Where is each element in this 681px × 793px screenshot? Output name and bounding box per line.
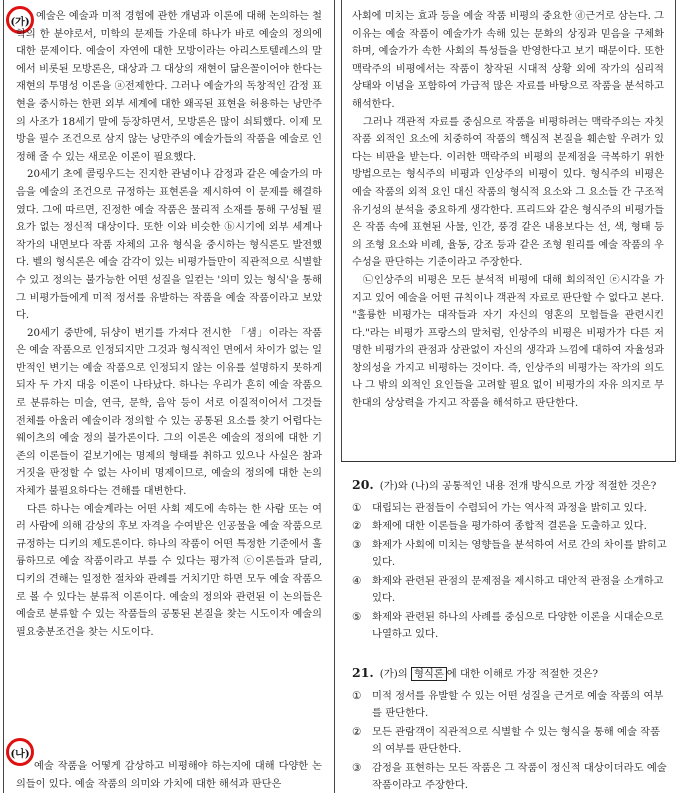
option[interactable] (352, 760, 670, 793)
option-text: 화제와 관련된 관점의 문제점을 제시하고 대안적 관점을 소개하고 있다. (372, 574, 664, 604)
passage-a-paragraph: 예술은 예술과 미적 경험에 관한 개념과 이론에 대해 논의하는 철학의 한 분야로서, 미학의 문제들 가운데 하나가 바로 예술의 정의에 대한 문제이다. 예술이 자연에 대한 모방이라는 아리스토텔레스의 말에서 비롯된 모방론은, 대상과 그 대상의 재현이 닮은꼴이어야 한다는 재현의 투명성 이론을 ⓐ전제한다. 그러나 예술가의 독창적인 감정 표현을 중시하는 한편 외부 세계에 대한 왜곡된 표현을 허용하는 낭만주의 사조가 18세기 말에 등장하면서, 모방론은 많이 쇠퇴했다. 이제 모방을 필수 조건으로 삼지 않는 낭만주의 예술가들의 작품을 예술로 인정해 줄 수 있는 새로운 이론이 필요했다. (16, 11, 322, 163)
boxed-term: 형식론 (411, 667, 447, 681)
option-mark: ① (352, 501, 362, 514)
left-column-right-border (334, 0, 335, 793)
question-21-stem (352, 664, 670, 684)
question-text-post: 에 대한 이해로 가장 적절한 것은? (446, 668, 598, 680)
question-number: 20. (352, 477, 374, 492)
passage-a-paragraph: 20세기 중반에, 뒤샹이 변기를 가져다 전시한 「샘」이라는 작품은 예술 작품으로 인정되지만 그것과 형식적인 면에서 차이가 없는 일반적인 변기는 예술 작품으로 인정되지 않는 이유를 설명하지 못하게 되자 두 가지 대응 이론이 나타났다. 하나는 우리가 흔히 예술 작품으로 분류하는 미술, 연극, 문학, 음악 등이 서로 이질적이어서 그것들 전체를 아울러 예술이라 정의할 수 있는 공통된 요소를 찾기 어렵다는 웨이츠의 예술 정의 불가론이다. 그의 이론은 예술의 정의에 대한 기존의 이론들이 겉보기에는 명제의 형태를 취하고 있으나 사실은 참과 거짓을 판정할 수 없는 사이비 명제이므로, 예술의 정의에 대한 논의 자체가 불필요하다는 견해를 대변한다. (16, 327, 322, 498)
passage-a-marker: (가) (6, 6, 34, 34)
option-text: 대립되는 관점들이 수렴되어 가는 역사적 과정을 밝히고 있다. (372, 501, 647, 514)
option-text: 화제가 사회에 미치는 영향들을 분석하여 서로 간의 차이를 밝히고 있다. (372, 538, 667, 568)
right-column-left-border (341, 0, 342, 462)
passage-a-paragraph: 20세기 초에 콜링우드는 진지한 관념이나 감정과 같은 예술가의 마음을 예술의 조건으로 규정하는 표현론을 제시하여 이 문제를 해결하였다. 그에 따르면, 진정한 예술 작품은 물리적 소재를 통해 구성될 필요가 없는 정신적 대상이다. 또한 이와 비슷한 ⓑ시기에 외부 세계나 작가의 내면보다 작품 자체의 고유 형식을 중시하는 형식론도 발전했다. 벨의 형식론은 예술 감각이 있는 비평가들만이 직관적으로 식별할 수 있고 정의는 불가능한 어떤 성질을 일컫는 '의미 있는 형식'을 통해 그 비평가들에게 미적 정서를 유발하는 작품을 예술 작품이라고 보았다. (16, 169, 322, 322)
option[interactable] (352, 688, 670, 723)
passage-b-paragraph: 예술 작품을 어떻게 감상하고 비평해야 하는지에 대해 다양한 논의들이 있다. 예술 작품의 의미와 가치에 대한 해석과 판단은 (16, 761, 322, 790)
question-number: 21. (352, 665, 374, 680)
question-text: (가)와 (나)의 공통적인 내용 전개 방식으로 가장 적절한 것은? (379, 480, 657, 492)
option-mark: ① (352, 689, 362, 702)
passage-b-paragraph: ㉡인상주의 비평은 모든 분석적 비평에 대해 회의적인 ⓔ시각을 가지고 있어 예술을 어떤 규칙이나 객관적 자료로 판단할 수 없다고 본다. "훌륭한 비평가는 대작들과 자기 자신의 영혼의 모험들을 관련시킨다."라는 비평가 프랑스의 말처럼, 인상주의 비평은 비평가가 다른 저명한 비평가의 관점과 상관없이 자신의 생각과 느낌에 대하여 자율성과 창의성을 가지고 비평하는 것이다. 즉, 인상주의 비평가는 작가의 의도나 그 밖의 외적인 요인들을 고려할 필요 없이 비평가의 자유 의지로 무한대의 상상력을 가지고 작품을 해석하고 판단한다. (352, 274, 664, 410)
question-20-options (352, 500, 670, 644)
option[interactable] (352, 724, 670, 759)
option-mark: ③ (352, 538, 362, 551)
option[interactable] (352, 518, 670, 536)
option[interactable] (352, 573, 670, 608)
passage-a-paragraph: 다른 하나는 예술계라는 어떤 사회 제도에 속하는 한 사람 또는 여러 사람에 의해 감상의 후보 자격을 수여받은 인공물을 예술 작품으로 규정하는 디키의 제도론이다. 하나의 작품이 어떤 특정한 기준에서 훌륭하므로 예술 작품이라고 부를 수 있다는 평가적 ⓒ이론들과 달리, 디키의 견해는 일정한 절차와 관례를 거치기만 하면 모두 예술 작품으로 볼 수 있다는 분류적 이론이다. 예술의 정의와 관련된 이 논의들은 예술로 분류할 수 있는 작품들의 공통된 본질을 찾는 시도이자 예술의 필요충분조건을 찾는 시도이다. (16, 503, 322, 638)
option-text: 모든 관람객이 직관적으로 식별할 수 있는 형식을 통해 예술 작품의 여부를 판단한다. (372, 725, 661, 755)
passage-b-paragraph: 사회에 미치는 효과 등을 예술 작품 비평의 중요한 ⓓ근거로 삼는다. 그 이유는 예술 작품이 예술가가 속해 있는 문화의 상징과 믿음을 구체화하며, 예술가가 속한 사회의 특성들을 반영한다고 보기 때문이다. 또한 맥락주의 비평에서는 작품이 창작된 시대적 상황 외에 작가의 심리적 상태와 이념을 포함하여 가급적 많은 자료를 바탕으로 작품을 분석하고 해석한다. (352, 11, 664, 110)
option-text: 화제와 관련된 하나의 사례를 중심으로 다양한 이론을 시대순으로 나열하고 있다. (372, 610, 664, 640)
option-mark: ② (352, 725, 362, 738)
option-mark: ⑤ (352, 610, 362, 623)
option[interactable] (352, 609, 670, 644)
right-column-right-border (675, 0, 676, 462)
question-21 (352, 664, 670, 792)
passage-b-continued (352, 8, 664, 458)
option-mark: ④ (352, 574, 362, 587)
question-20 (352, 476, 670, 645)
passage-a (16, 8, 322, 726)
passage-bottom-rule (341, 461, 676, 462)
passage-b-paragraph: 그러나 객관적 자료를 중심으로 작품을 비평하려는 맥락주의는 자칫 작품 외적인 요소에 치중하여 작품의 핵심적 본질을 훼손할 우려가 있다는 비판을 받는다. 이러한 맥락주의 비평의 문제점을 극복하기 위한 방법으로는 형식주의 비평과 인상주의 비평이 있다. 형식주의 비평은 예술 작품의 외적 요인 대신 작품의 형식적 요소와 그 요소들 간 구조적 유기성의 분석을 중요하게 생각한다. 프리드와 같은 형식주의 비평가들은 작품 속에 표현된 사물, 인간, 풍경 같은 내용보다는 선, 색, 형태 등의 조형 요소와 비례, 율동, 강조 등과 같은 조형 원리를 예술 작품의 우수성을 판단하는 기준이라고 주장한다. (352, 116, 664, 269)
option[interactable] (352, 500, 670, 518)
option-mark: ③ (352, 761, 362, 774)
left-border (3, 0, 4, 793)
option-text: 화제에 대한 이론들을 평가하여 종합적 결론을 도출하고 있다. (372, 520, 647, 532)
option-mark: ② (352, 520, 362, 532)
option-text: 감정을 표현하는 모든 작품은 그 작품이 정신적 대상이더라도 예술 작품이라고 주장한다. (372, 761, 667, 791)
passage-b-marker: (나) (6, 738, 34, 766)
question-20-stem (352, 476, 670, 496)
question-text-pre: (가)의 (379, 668, 411, 680)
option[interactable] (352, 537, 670, 572)
option-text: 미적 정서를 유발할 수 있는 어떤 성질을 근거로 예술 작품의 여부를 판단한다. (372, 689, 664, 719)
passage-b-start (16, 758, 322, 792)
question-21-options (352, 688, 670, 793)
